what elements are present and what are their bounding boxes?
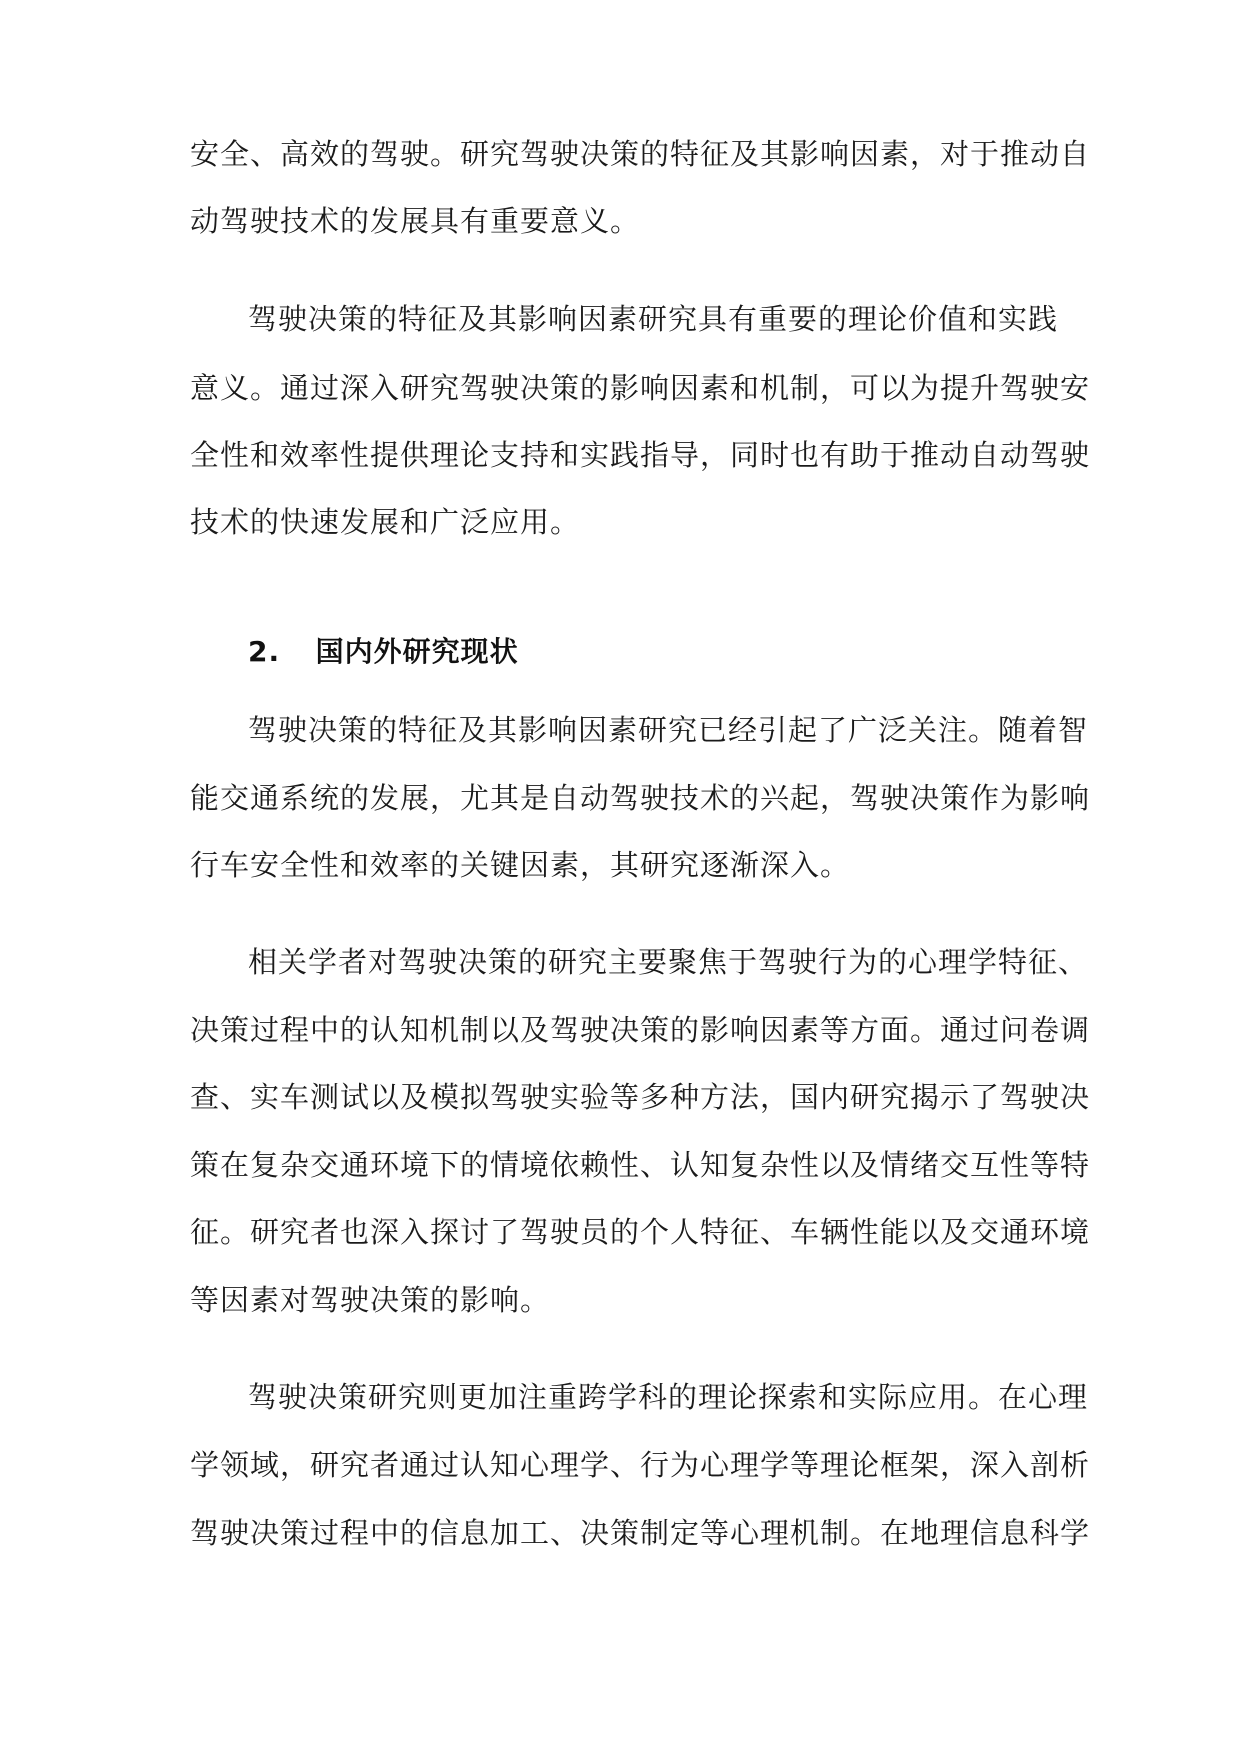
paragraph-5-line-1: 驾驶决策研究则更加注重跨学科的理论探索和实际应用。在心理 bbox=[248, 1380, 1089, 1414]
paragraph-5-line-3: 驾驶决策过程中的信息加工、决策制定等心理机制。在地理信息科学 bbox=[190, 1516, 1091, 1550]
section-heading bbox=[248, 628, 1070, 676]
paragraph-2-line-4: 技术的快速发展和广泛应用。 bbox=[190, 505, 581, 539]
paragraph-1-line-1: 安全、高效的驾驶。研究驾驶决策的特征及其影响因素，对于推动自 bbox=[190, 137, 1091, 171]
paragraph-4-line-5: 征。研究者也深入探讨了驾驶员的个人特征、车辆性能以及交通环境 bbox=[190, 1215, 1091, 1249]
paragraph-3-line-2: 能交通系统的发展，尤其是自动驾驶技术的兴起，驾驶决策作为影响 bbox=[190, 781, 1091, 815]
section-title: 国内外研究现状 bbox=[315, 635, 519, 668]
section-number: 2. bbox=[248, 635, 281, 668]
paragraph-3-line-1: 驾驶决策的特征及其影响因素研究已经引起了广泛关注。随着智 bbox=[248, 713, 1089, 747]
paragraph-2-line-1: 驾驶决策的特征及其影响因素研究具有重要的理论价值和实践 bbox=[248, 302, 1059, 336]
paragraph-1-line-2: 动驾驶技术的发展具有重要意义。 bbox=[190, 204, 641, 238]
paragraph-5-line-2: 学领域，研究者通过认知心理学、行为心理学等理论框架，深入剖析 bbox=[190, 1448, 1091, 1482]
paragraph-3-line-3: 行车安全性和效率的关键因素，其研究逐渐深入。 bbox=[190, 848, 851, 882]
paragraph-4-line-3: 查、实车测试以及模拟驾驶实验等多种方法，国内研究揭示了驾驶决 bbox=[190, 1080, 1091, 1114]
paragraph-4-line-4: 策在复杂交通环境下的情境依赖性、认知复杂性以及情绪交互性等特 bbox=[190, 1148, 1091, 1182]
paragraph-4-line-1: 相关学者对驾驶决策的研究主要聚焦于驾驶行为的心理学特征、 bbox=[248, 945, 1089, 979]
paragraph-4-line-2: 决策过程中的认知机制以及驾驶决策的影响因素等方面。通过问卷调 bbox=[190, 1013, 1091, 1047]
paragraph-2-line-3: 全性和效率性提供理论支持和实践指导，同时也有助于推动自动驾驶 bbox=[190, 438, 1091, 472]
paragraph-2-line-2: 意义。通过深入研究驾驶决策的影响因素和机制，可以为提升驾驶安 bbox=[190, 371, 1091, 405]
paragraph-4-line-6: 等因素对驾驶决策的影响。 bbox=[190, 1283, 551, 1317]
